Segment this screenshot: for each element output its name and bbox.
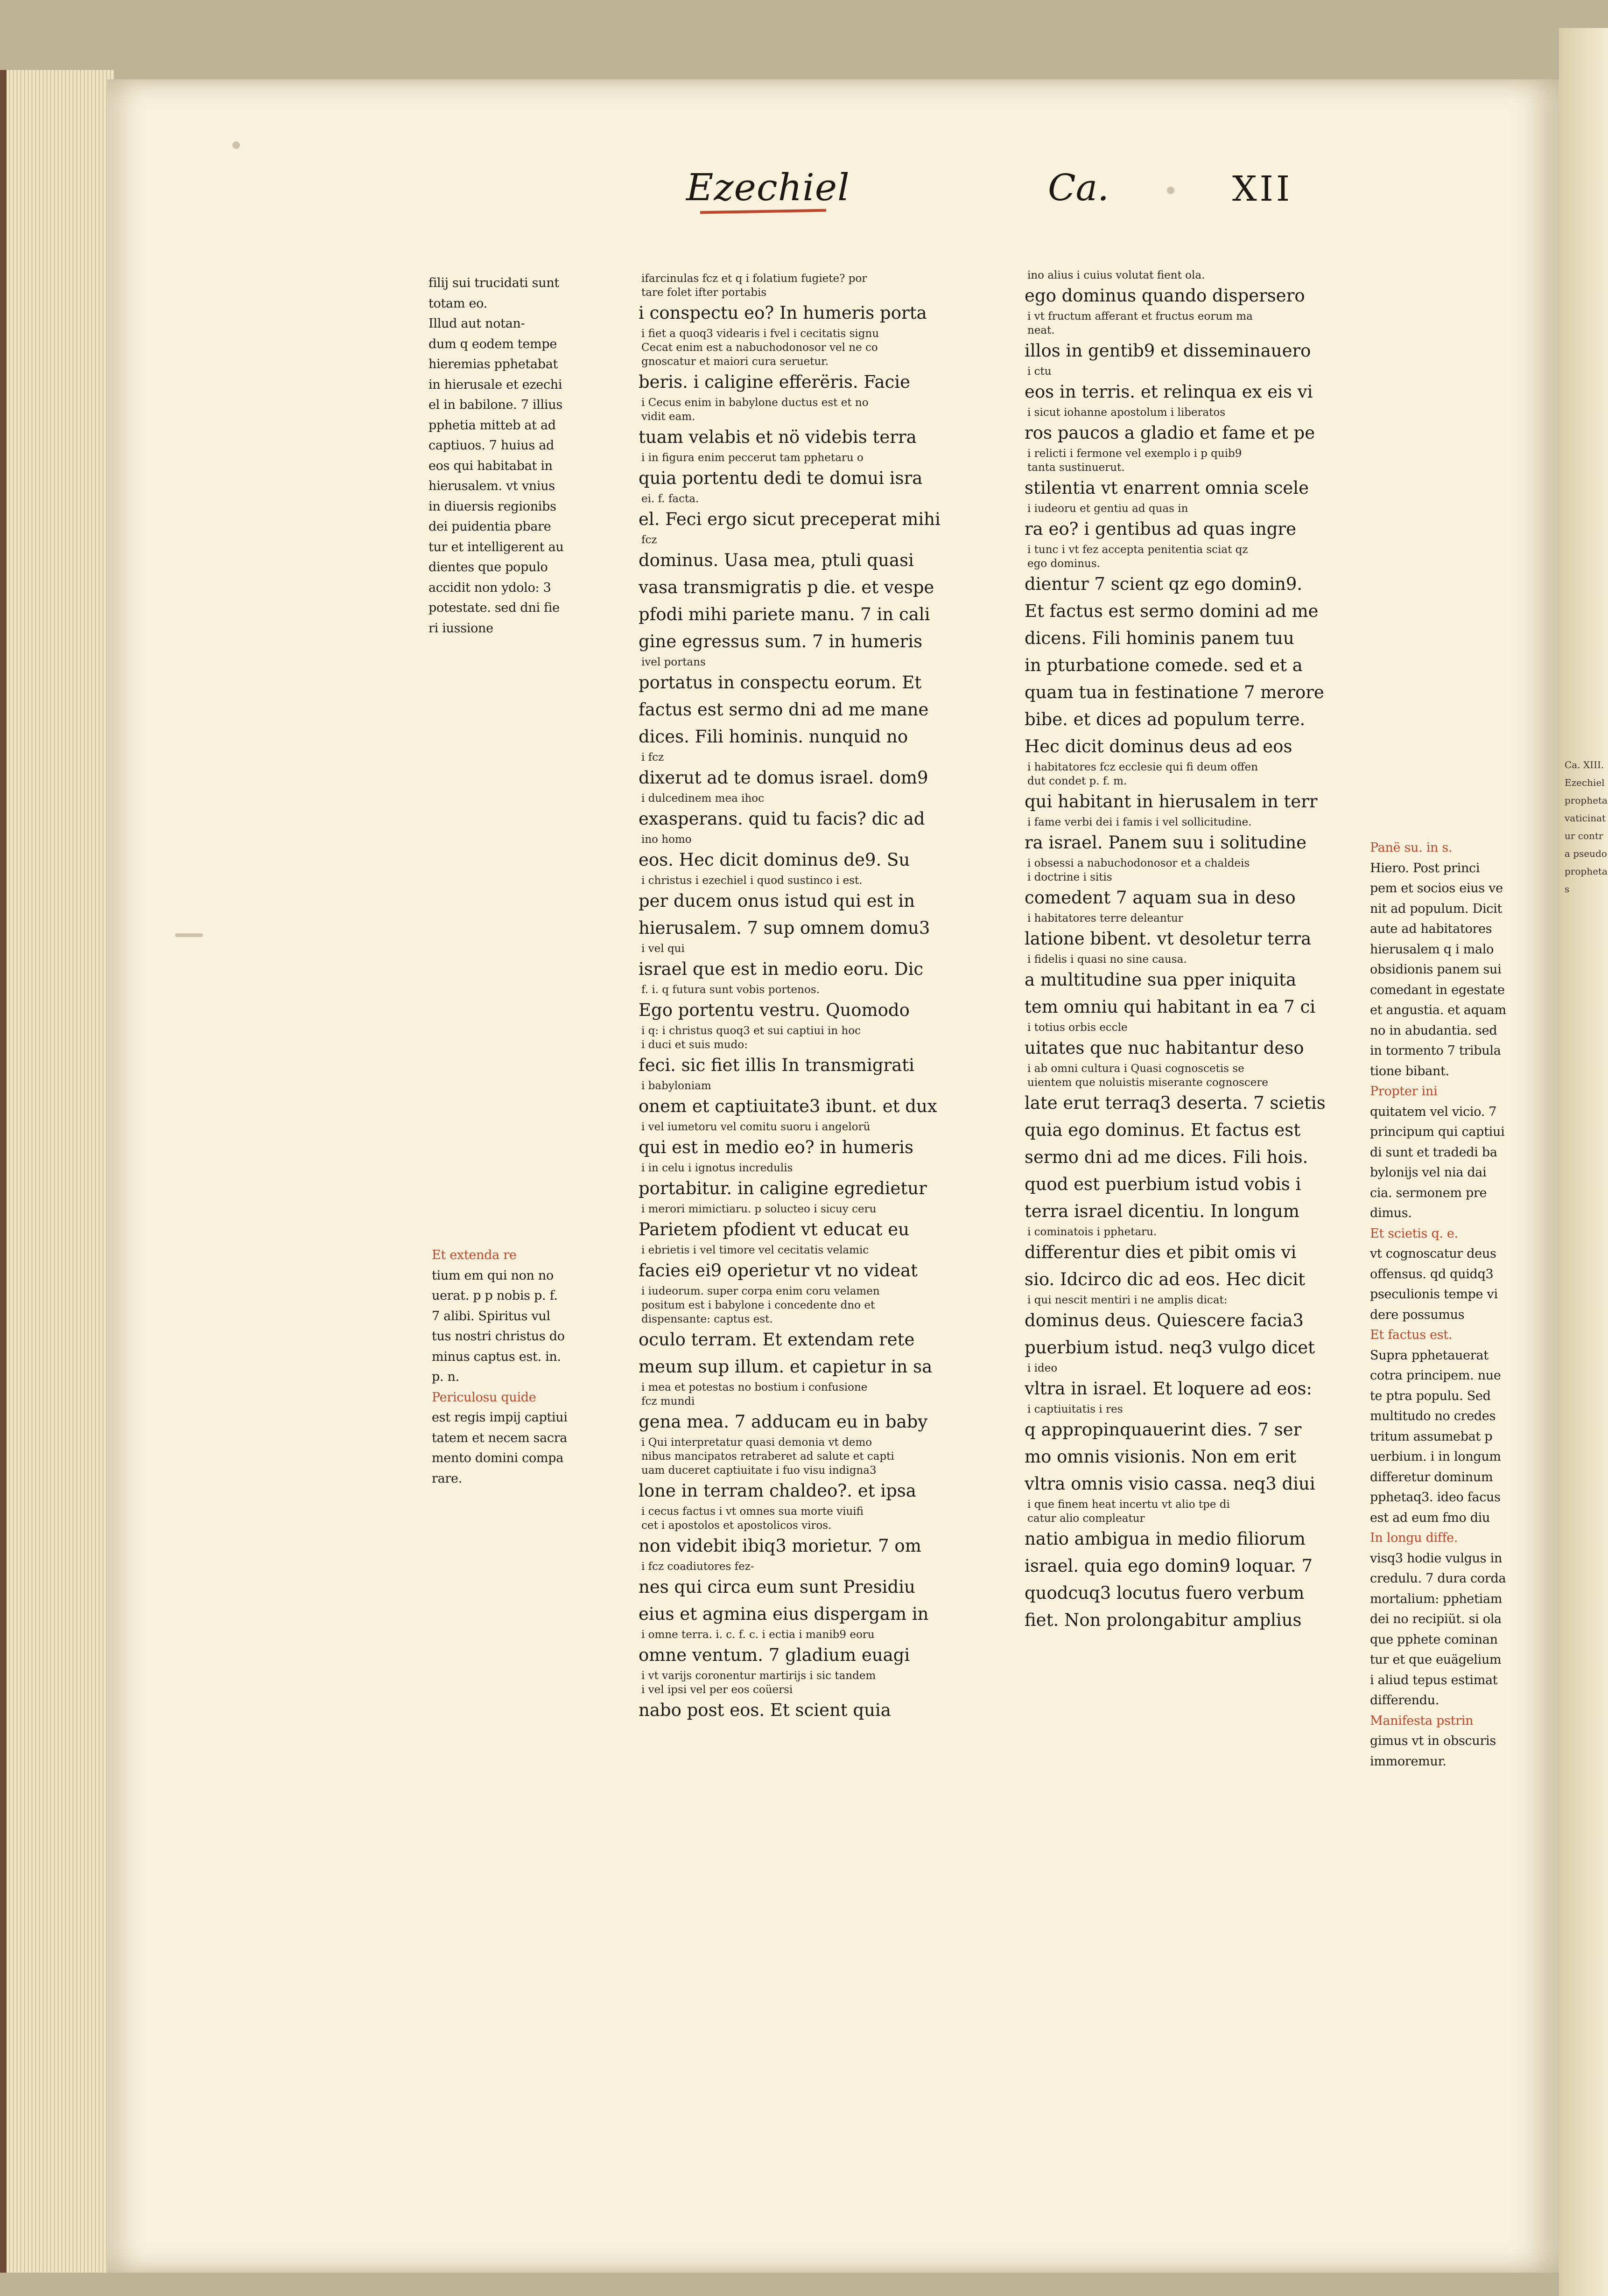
text-line: eos. Hec dicit dominus de9. Su bbox=[639, 850, 910, 870]
interlinear-gloss: fcz bbox=[641, 534, 657, 546]
gloss-line: que pphete cominan bbox=[1370, 1632, 1498, 1647]
gloss-line: hierusalem q i malo bbox=[1370, 942, 1494, 957]
gloss-line: quitatem vel vicio. 7 bbox=[1370, 1104, 1497, 1119]
gloss-line: hieremias pphetabat bbox=[428, 357, 558, 371]
main-text-column-2 bbox=[1025, 268, 1333, 1634]
gloss-line: Hiero. Post princi bbox=[1370, 861, 1480, 875]
gloss-line: hierusalem. vt vnius bbox=[428, 479, 555, 493]
gloss-line: accidit non ydolo: 3 bbox=[428, 580, 551, 595]
text-line: feci. sic fiet illis In transmigrati bbox=[639, 1055, 914, 1075]
text-line: tem omniu qui habitant in ea 7 ci bbox=[1025, 997, 1316, 1017]
book-fore-edge bbox=[0, 70, 114, 2273]
text-line: latione bibent. vt desoletur terra bbox=[1025, 929, 1312, 949]
gloss-line: In longu diffe. bbox=[1370, 1531, 1458, 1545]
text-line: dominus deus. Quiescere facia3 bbox=[1025, 1310, 1304, 1330]
text-line: Parietem pfodient vt educat eu bbox=[639, 1219, 909, 1239]
text-line: a multitudine sua pper iniquita bbox=[1025, 970, 1297, 990]
gloss-line: Manifesta pstrin bbox=[1370, 1713, 1474, 1728]
text-line: Hec dicit dominus deus ad eos bbox=[1025, 736, 1292, 756]
gloss-line: nit ad populum. Dicit bbox=[1370, 901, 1503, 916]
interlinear-gloss: i mea et potestas no bostium i confusione bbox=[641, 1381, 868, 1393]
ink-speck bbox=[1167, 187, 1174, 194]
gloss-line: rare. bbox=[432, 1471, 462, 1486]
interlinear-gloss: i duci et suis mudo: bbox=[641, 1039, 748, 1051]
interlinear-gloss: i fcz bbox=[641, 751, 664, 763]
text-line: oculo terram. Et extendam rete bbox=[639, 1330, 915, 1350]
ink-speck bbox=[232, 141, 240, 149]
gloss-line: Et factus est. bbox=[1370, 1328, 1453, 1342]
gloss-line: obsidionis panem sui bbox=[1370, 962, 1502, 977]
text-line: natio ambigua in medio filiorum bbox=[1025, 1529, 1306, 1549]
text-line: terra israel dicentiu. In longum bbox=[1025, 1201, 1299, 1221]
text-line: bibe. et dices ad populum terre. bbox=[1025, 709, 1306, 729]
text-line: exasperans. quid tu facis? dic ad bbox=[639, 809, 925, 829]
text-line: in pturbatione comede. sed et a bbox=[1025, 655, 1303, 675]
gloss-line: dei no recipiüt. si ola bbox=[1370, 1612, 1502, 1626]
gloss-line: comedant in egestate bbox=[1370, 982, 1505, 997]
gloss-line: tatem et necem sacra bbox=[432, 1430, 568, 1445]
text-line: illos in gentib9 et disseminauero bbox=[1025, 341, 1311, 361]
text-line: quod est puerbium istud vobis i bbox=[1025, 1174, 1301, 1194]
gloss-line: multitudo no credes bbox=[1370, 1409, 1496, 1423]
interlinear-gloss: i vt varijs coronentur martirijs i sic tandem bbox=[641, 1670, 876, 1682]
text-line: vasa transmigratis p die. et vespe bbox=[639, 577, 934, 597]
gloss-line: no in abudantia. sed bbox=[1370, 1023, 1497, 1038]
gloss-line: Et extenda re bbox=[432, 1248, 517, 1262]
main-text-column-1 bbox=[639, 272, 947, 1724]
text-line: per ducem onus istud qui est in bbox=[639, 891, 915, 911]
interlinear-gloss: uientem que noluistis miserante cognoscere bbox=[1027, 1077, 1269, 1089]
gloss-line: uerat. p p nobis p. f. bbox=[432, 1288, 558, 1303]
running-head-chapter-number: XII bbox=[1232, 169, 1293, 209]
interlinear-gloss: i Cecus enim in babylone ductus est et no bbox=[641, 397, 869, 409]
text-line: israel. quia ego domin9 loquar. 7 bbox=[1025, 1556, 1313, 1576]
running-head-book: Ezechiel bbox=[686, 166, 850, 209]
gloss-line: mortalium: pphetiam bbox=[1370, 1591, 1503, 1606]
text-line: sio. Idcirco dic ad eos. Hec dicit bbox=[1025, 1269, 1306, 1289]
text-line: gena mea. 7 adducam eu in baby bbox=[639, 1412, 928, 1432]
interlinear-gloss: i vel ipsi vel per eos coüersi bbox=[641, 1684, 793, 1696]
interlinear-gloss: positum est i babylone i concedente dno et bbox=[641, 1299, 875, 1311]
text-line: ego dominus quando dispersero bbox=[1025, 286, 1305, 306]
gloss-line: pseculionis tempe vi bbox=[1370, 1287, 1498, 1302]
interlinear-gloss: i fidelis i quasi no sine causa. bbox=[1027, 953, 1187, 966]
text-line: stilentia vt enarrent omnia scele bbox=[1025, 478, 1309, 498]
text-line: vltra in israel. Et loquere ad eos: bbox=[1025, 1379, 1312, 1399]
interlinear-gloss: i obsessi a nabuchodonosor et a chaldeis bbox=[1027, 857, 1250, 869]
interlinear-gloss: i sicut iohanne apostolum i liberatos bbox=[1027, 406, 1226, 419]
text-line: ra israel. Panem suu i solitudine bbox=[1025, 833, 1307, 853]
gloss-line: Panë su. in s. bbox=[1370, 840, 1453, 855]
gloss-line: tus nostri christus do bbox=[432, 1329, 565, 1344]
interlinear-gloss: i fiet a quoq3 videaris i fvel i cecitatis signu bbox=[641, 328, 879, 340]
text-line: fiet. Non prolongabitur amplius bbox=[1025, 1610, 1302, 1630]
text-line: dicens. Fili hominis panem tuu bbox=[1025, 628, 1294, 648]
gloss-line: bylonijs vel nia dai bbox=[1370, 1165, 1487, 1180]
text-line: beris. i caligine efferëris. Facie bbox=[639, 372, 911, 392]
interlinear-gloss: nibus mancipatos retraberet ad salute et capti bbox=[641, 1450, 894, 1463]
text-line: Et factus est sermo domini ad me bbox=[1025, 601, 1319, 621]
text-line: vltra omnis visio cassa. neq3 diui bbox=[1025, 1474, 1315, 1494]
text-line: dominus. Uasa mea, ptuli quasi bbox=[639, 550, 914, 570]
text-line: nabo post eos. Et scient quia bbox=[639, 1700, 891, 1720]
interlinear-gloss: tanta sustinuerut. bbox=[1027, 462, 1125, 474]
text-line: eius et agmina eius dispergam in bbox=[639, 1604, 929, 1624]
interlinear-gloss: i cominatois i pphetaru. bbox=[1027, 1226, 1157, 1238]
text-line: differentur dies et pibit omis vi bbox=[1025, 1242, 1297, 1262]
text-line: lone in terram chaldeo?. et ipsa bbox=[639, 1481, 916, 1501]
text-line: portabitur. in caligine egredietur bbox=[639, 1178, 927, 1198]
gloss-line: dum q eodem tempe bbox=[428, 336, 557, 351]
text-line: ra eo? i gentibus ad quas ingre bbox=[1025, 519, 1297, 539]
gloss-line: minus captus est. in. bbox=[432, 1349, 561, 1364]
gloss-line: visq3 hodie vulgus in bbox=[1370, 1551, 1503, 1566]
gloss-line: et angustia. et aquam bbox=[1370, 1003, 1506, 1017]
text-line: omne ventum. 7 gladium euagi bbox=[639, 1645, 910, 1665]
text-line: nes qui circa eum sunt Presidiu bbox=[639, 1577, 915, 1597]
gloss-line: totam eo. bbox=[428, 296, 487, 311]
gloss-line: dere possumus bbox=[1370, 1307, 1465, 1322]
gloss-line: vt cognoscatur deus bbox=[1370, 1246, 1496, 1261]
gloss-line: Et scietis q. e. bbox=[1370, 1226, 1458, 1241]
facing-page-text: Ca. XIII. Ezechiel propheta vaticinatur contra pseudoprophetas bbox=[1565, 759, 1608, 895]
gloss-line: filij sui trucidati sunt bbox=[428, 276, 559, 290]
interlinear-gloss: vidit eam. bbox=[641, 411, 695, 423]
text-line: q appropinquauerint dies. 7 ser bbox=[1025, 1420, 1302, 1440]
text-line: quia portentu dedi te domui isra bbox=[639, 468, 923, 488]
interlinear-gloss: i christus i ezechiel i quod sustinco i est. bbox=[641, 875, 863, 887]
interlinear-gloss: ei. f. facta. bbox=[641, 493, 699, 505]
interlinear-gloss: ivel portans bbox=[641, 656, 706, 668]
text-line: uitates que nuc habitantur deso bbox=[1025, 1038, 1304, 1058]
interlinear-gloss: i in figura enim peccerut tam pphetaru o bbox=[641, 452, 864, 464]
text-line: quam tua in festinatione 7 merore bbox=[1025, 682, 1324, 702]
text-line: factus est sermo dni ad me mane bbox=[639, 700, 929, 720]
text-line: sermo dni ad me dices. Fili hois. bbox=[1025, 1147, 1308, 1167]
interlinear-gloss: i qui nescit mentiri i ne amplis dicat: bbox=[1027, 1294, 1228, 1306]
gloss-line: p. n. bbox=[432, 1370, 459, 1384]
interlinear-gloss: i doctrine i sitis bbox=[1027, 871, 1112, 883]
gloss-line: di sunt et tradedi ba bbox=[1370, 1145, 1497, 1160]
gloss-line: pphetia mitteb at ad bbox=[428, 418, 556, 433]
interlinear-gloss: i vt fructum afferant et fructus eorum ma bbox=[1027, 310, 1253, 322]
interlinear-gloss: uam duceret captiuitate i fuo visu indigna3 bbox=[641, 1464, 877, 1477]
gloss-line: 7 alibi. Spiritus vul bbox=[432, 1309, 550, 1323]
interlinear-gloss: dispensante: captus est. bbox=[641, 1313, 773, 1325]
text-line: dices. Fili hominis. nunquid no bbox=[639, 727, 908, 747]
interlinear-gloss: catur alio compleatur bbox=[1027, 1512, 1145, 1525]
interlinear-gloss: gnoscatur et maiori cura seruetur. bbox=[641, 356, 829, 368]
text-line: quia ego dominus. Et factus est bbox=[1025, 1120, 1301, 1140]
text-line: dixerut ad te domus israel. dom9 bbox=[639, 768, 928, 788]
gloss-line: in hierusale et ezechi bbox=[428, 377, 562, 392]
gloss-line: captiuos. 7 huius ad bbox=[428, 438, 555, 453]
gloss-line: tur et intelligerent au bbox=[428, 539, 564, 554]
text-line: portatus in conspectu eorum. Et bbox=[639, 672, 922, 693]
interlinear-gloss: i ab omni cultura i Quasi cognoscetis se bbox=[1027, 1063, 1244, 1075]
gloss-line: aute ad habitatores bbox=[1370, 922, 1492, 936]
gloss-line: est regis impij captiui bbox=[432, 1410, 568, 1425]
text-line: ros paucos a gladio et fame et pe bbox=[1025, 423, 1315, 443]
interlinear-gloss: i fame verbi dei i famis i vel sollicitudine. bbox=[1027, 816, 1252, 828]
interlinear-gloss: i q: i christus quoq3 et sui captiui in hoc bbox=[641, 1025, 861, 1037]
interlinear-gloss: i ebrietis i vel timore vel cecitatis velamic bbox=[641, 1244, 869, 1256]
text-line: pfodi mihi pariete manu. 7 in cali bbox=[639, 604, 930, 624]
gloss-line: immoremur. bbox=[1370, 1754, 1446, 1769]
gloss-line: est ad eum fmo diu bbox=[1370, 1510, 1490, 1525]
interlinear-gloss: dut condet p. f. m. bbox=[1027, 775, 1127, 787]
interlinear-gloss: ino alius i cuius volutat fient ola. bbox=[1027, 269, 1205, 281]
gloss-line: in tormento 7 tribula bbox=[1370, 1043, 1501, 1058]
interlinear-gloss: cet i apostolos et apostolicos viros. bbox=[641, 1519, 832, 1532]
text-line: non videbit ibiq3 morietur. 7 om bbox=[639, 1536, 921, 1556]
running-head-chapter-label: Ca. bbox=[1048, 167, 1109, 209]
text-line: late erut terraq3 deserta. 7 scietis bbox=[1025, 1093, 1326, 1113]
text-line: hierusalem. 7 sup omnem domu3 bbox=[639, 918, 930, 938]
facing-page-edge bbox=[1559, 28, 1608, 2296]
gloss-line: tione bibant. bbox=[1370, 1064, 1449, 1078]
interlinear-gloss: i cecus factus i vt omnes sua morte viuifi bbox=[641, 1505, 864, 1518]
gloss-line: el in babilone. 7 illius bbox=[428, 398, 562, 412]
gloss-line: tritum assumebat p bbox=[1370, 1429, 1493, 1444]
interlinear-gloss: i omne terra. i. c. f. c. i ectia i manib9 eoru bbox=[641, 1629, 875, 1641]
gloss-line: potestate. sed dni fie bbox=[428, 601, 560, 615]
text-line: dientur 7 scient qz ego domin9. bbox=[1025, 574, 1303, 594]
interlinear-gloss: ino homo bbox=[641, 833, 692, 846]
left-margin-gloss bbox=[428, 273, 587, 638]
text-line: qui est in medio eo? in humeris bbox=[639, 1137, 913, 1157]
interlinear-gloss: i habitatores terre deleantur bbox=[1027, 912, 1183, 924]
text-line: tuam velabis et nö videbis terra bbox=[639, 427, 917, 447]
gloss-line: Supra pphetauerat bbox=[1370, 1348, 1489, 1363]
gloss-line: dientes que populo bbox=[428, 560, 548, 574]
text-line: israel que est in medio eoru. Dic bbox=[639, 959, 924, 979]
text-line: gine egressus sum. 7 in humeris bbox=[639, 631, 923, 651]
gloss-line: i aliud tepus estimat bbox=[1370, 1673, 1498, 1687]
interlinear-gloss: f. i. q futura sunt vobis portenos. bbox=[641, 984, 820, 996]
text-line: meum sup illum. et capietur in sa bbox=[639, 1357, 933, 1377]
gloss-line: in diuersis regionibs bbox=[428, 499, 556, 514]
text-line: mo omnis visionis. Non em erit bbox=[1025, 1447, 1297, 1467]
text-line: Ego portentu vestru. Quomodo bbox=[639, 1000, 910, 1020]
text-line: i conspectu eo? In humeris porta bbox=[639, 303, 927, 323]
gloss-line: tur et que euägelium bbox=[1370, 1652, 1502, 1667]
gloss-line: Propter ini bbox=[1370, 1084, 1438, 1099]
gloss-line: cia. sermonem pre bbox=[1370, 1185, 1487, 1200]
gloss-line: offensus. qd quidq3 bbox=[1370, 1267, 1494, 1281]
interlinear-gloss: i dulcedinem mea ihoc bbox=[641, 792, 765, 805]
interlinear-gloss: ifarcinulas fcz et q i folatium fugiete? por bbox=[641, 273, 867, 285]
interlinear-gloss: Cecat enim est a nabuchodonosor vel ne co bbox=[641, 342, 878, 354]
gloss-line: tium em qui non no bbox=[432, 1268, 554, 1283]
interlinear-gloss: i iudeorum. super corpa enim coru velamen bbox=[641, 1285, 880, 1297]
interlinear-gloss: i habitatores fcz ecclesie qui fi deum offen bbox=[1027, 761, 1258, 773]
interlinear-gloss: i fcz coadiutores fez- bbox=[641, 1561, 754, 1573]
text-line: quodcuq3 locutus fuero verbum bbox=[1025, 1583, 1305, 1603]
interlinear-gloss: i iudeoru et gentiu ad quas in bbox=[1027, 503, 1188, 515]
interlinear-gloss: i que finem heat incertu vt alio tpe di bbox=[1027, 1498, 1230, 1511]
gloss-line: principum qui captiui bbox=[1370, 1125, 1505, 1139]
gloss-line: Periculosu quide bbox=[432, 1390, 536, 1405]
interlinear-gloss: i Qui interpretatur quasi demonia vt demo bbox=[641, 1436, 872, 1449]
gloss-line: dimus. bbox=[1370, 1206, 1412, 1220]
gloss-line: eos qui habitabat in bbox=[428, 458, 553, 473]
interlinear-gloss: i totius orbis eccle bbox=[1027, 1022, 1128, 1034]
ink-speck bbox=[175, 933, 203, 937]
text-line: onem et captiuitate3 ibunt. et dux bbox=[639, 1096, 937, 1116]
interlinear-gloss: tare folet ifter portabis bbox=[641, 287, 767, 299]
interlinear-gloss: neat. bbox=[1027, 324, 1055, 336]
interlinear-gloss: i babyloniam bbox=[641, 1080, 711, 1092]
text-line: comedent 7 aquam sua in deso bbox=[1025, 888, 1296, 908]
interlinear-gloss: i relicti i fermone vel exemplo i p quib9 bbox=[1027, 448, 1242, 460]
gloss-line: uerbium. i in longum bbox=[1370, 1449, 1501, 1464]
text-line: el. Feci ergo sicut preceperat mihi bbox=[639, 509, 941, 529]
text-line: puerbium istud. neq3 vulgo dicet bbox=[1025, 1337, 1315, 1358]
gloss-line: differetur dominum bbox=[1370, 1470, 1493, 1484]
interlinear-gloss: i vel qui bbox=[641, 943, 685, 955]
gloss-line: te ptra populu. Sed bbox=[1370, 1388, 1491, 1403]
text-line: facies ei9 operietur vt no videat bbox=[639, 1260, 918, 1281]
gloss-line: credulu. 7 dura corda bbox=[1370, 1571, 1506, 1586]
gloss-line: gimus vt in obscuris bbox=[1370, 1734, 1496, 1748]
gloss-line: pphetaq3. ideo facus bbox=[1370, 1490, 1501, 1505]
interlinear-gloss: i captiuitatis i res bbox=[1027, 1403, 1123, 1415]
right-margin-gloss bbox=[1370, 838, 1524, 1771]
gloss-line: differendu. bbox=[1370, 1693, 1439, 1708]
gloss-line: Illud aut notan- bbox=[428, 316, 525, 331]
interlinear-gloss: i tunc i vt fez accepta penitentia sciat qz bbox=[1027, 544, 1248, 556]
gloss-line: pem et socios eius ve bbox=[1370, 881, 1503, 896]
gloss-line: mento domini compa bbox=[432, 1451, 564, 1465]
interlinear-gloss: i in celu i ignotus incredulis bbox=[641, 1162, 793, 1174]
interlinear-gloss: fcz mundi bbox=[641, 1395, 695, 1407]
interlinear-gloss: ego dominus. bbox=[1027, 558, 1100, 570]
gloss-line: cotra principem. nue bbox=[1370, 1368, 1501, 1383]
gloss-line: dei puidentia pbare bbox=[428, 519, 551, 534]
interlinear-gloss: i vel iumetoru vel comitu suoru i angelorü bbox=[641, 1121, 871, 1133]
interlinear-gloss: i ctu bbox=[1027, 365, 1052, 378]
text-line: qui habitant in hierusalem in terr bbox=[1025, 791, 1318, 812]
interlinear-gloss: i merori mimictiaru. p solucteo i sicuy ceru bbox=[641, 1203, 877, 1215]
text-line: eos in terris. et relinqua ex eis vi bbox=[1025, 382, 1313, 402]
interlinear-gloss: i ideo bbox=[1027, 1362, 1058, 1374]
gloss-line: ri iussione bbox=[428, 621, 493, 636]
left-margin-gloss-lower bbox=[432, 1245, 588, 1489]
